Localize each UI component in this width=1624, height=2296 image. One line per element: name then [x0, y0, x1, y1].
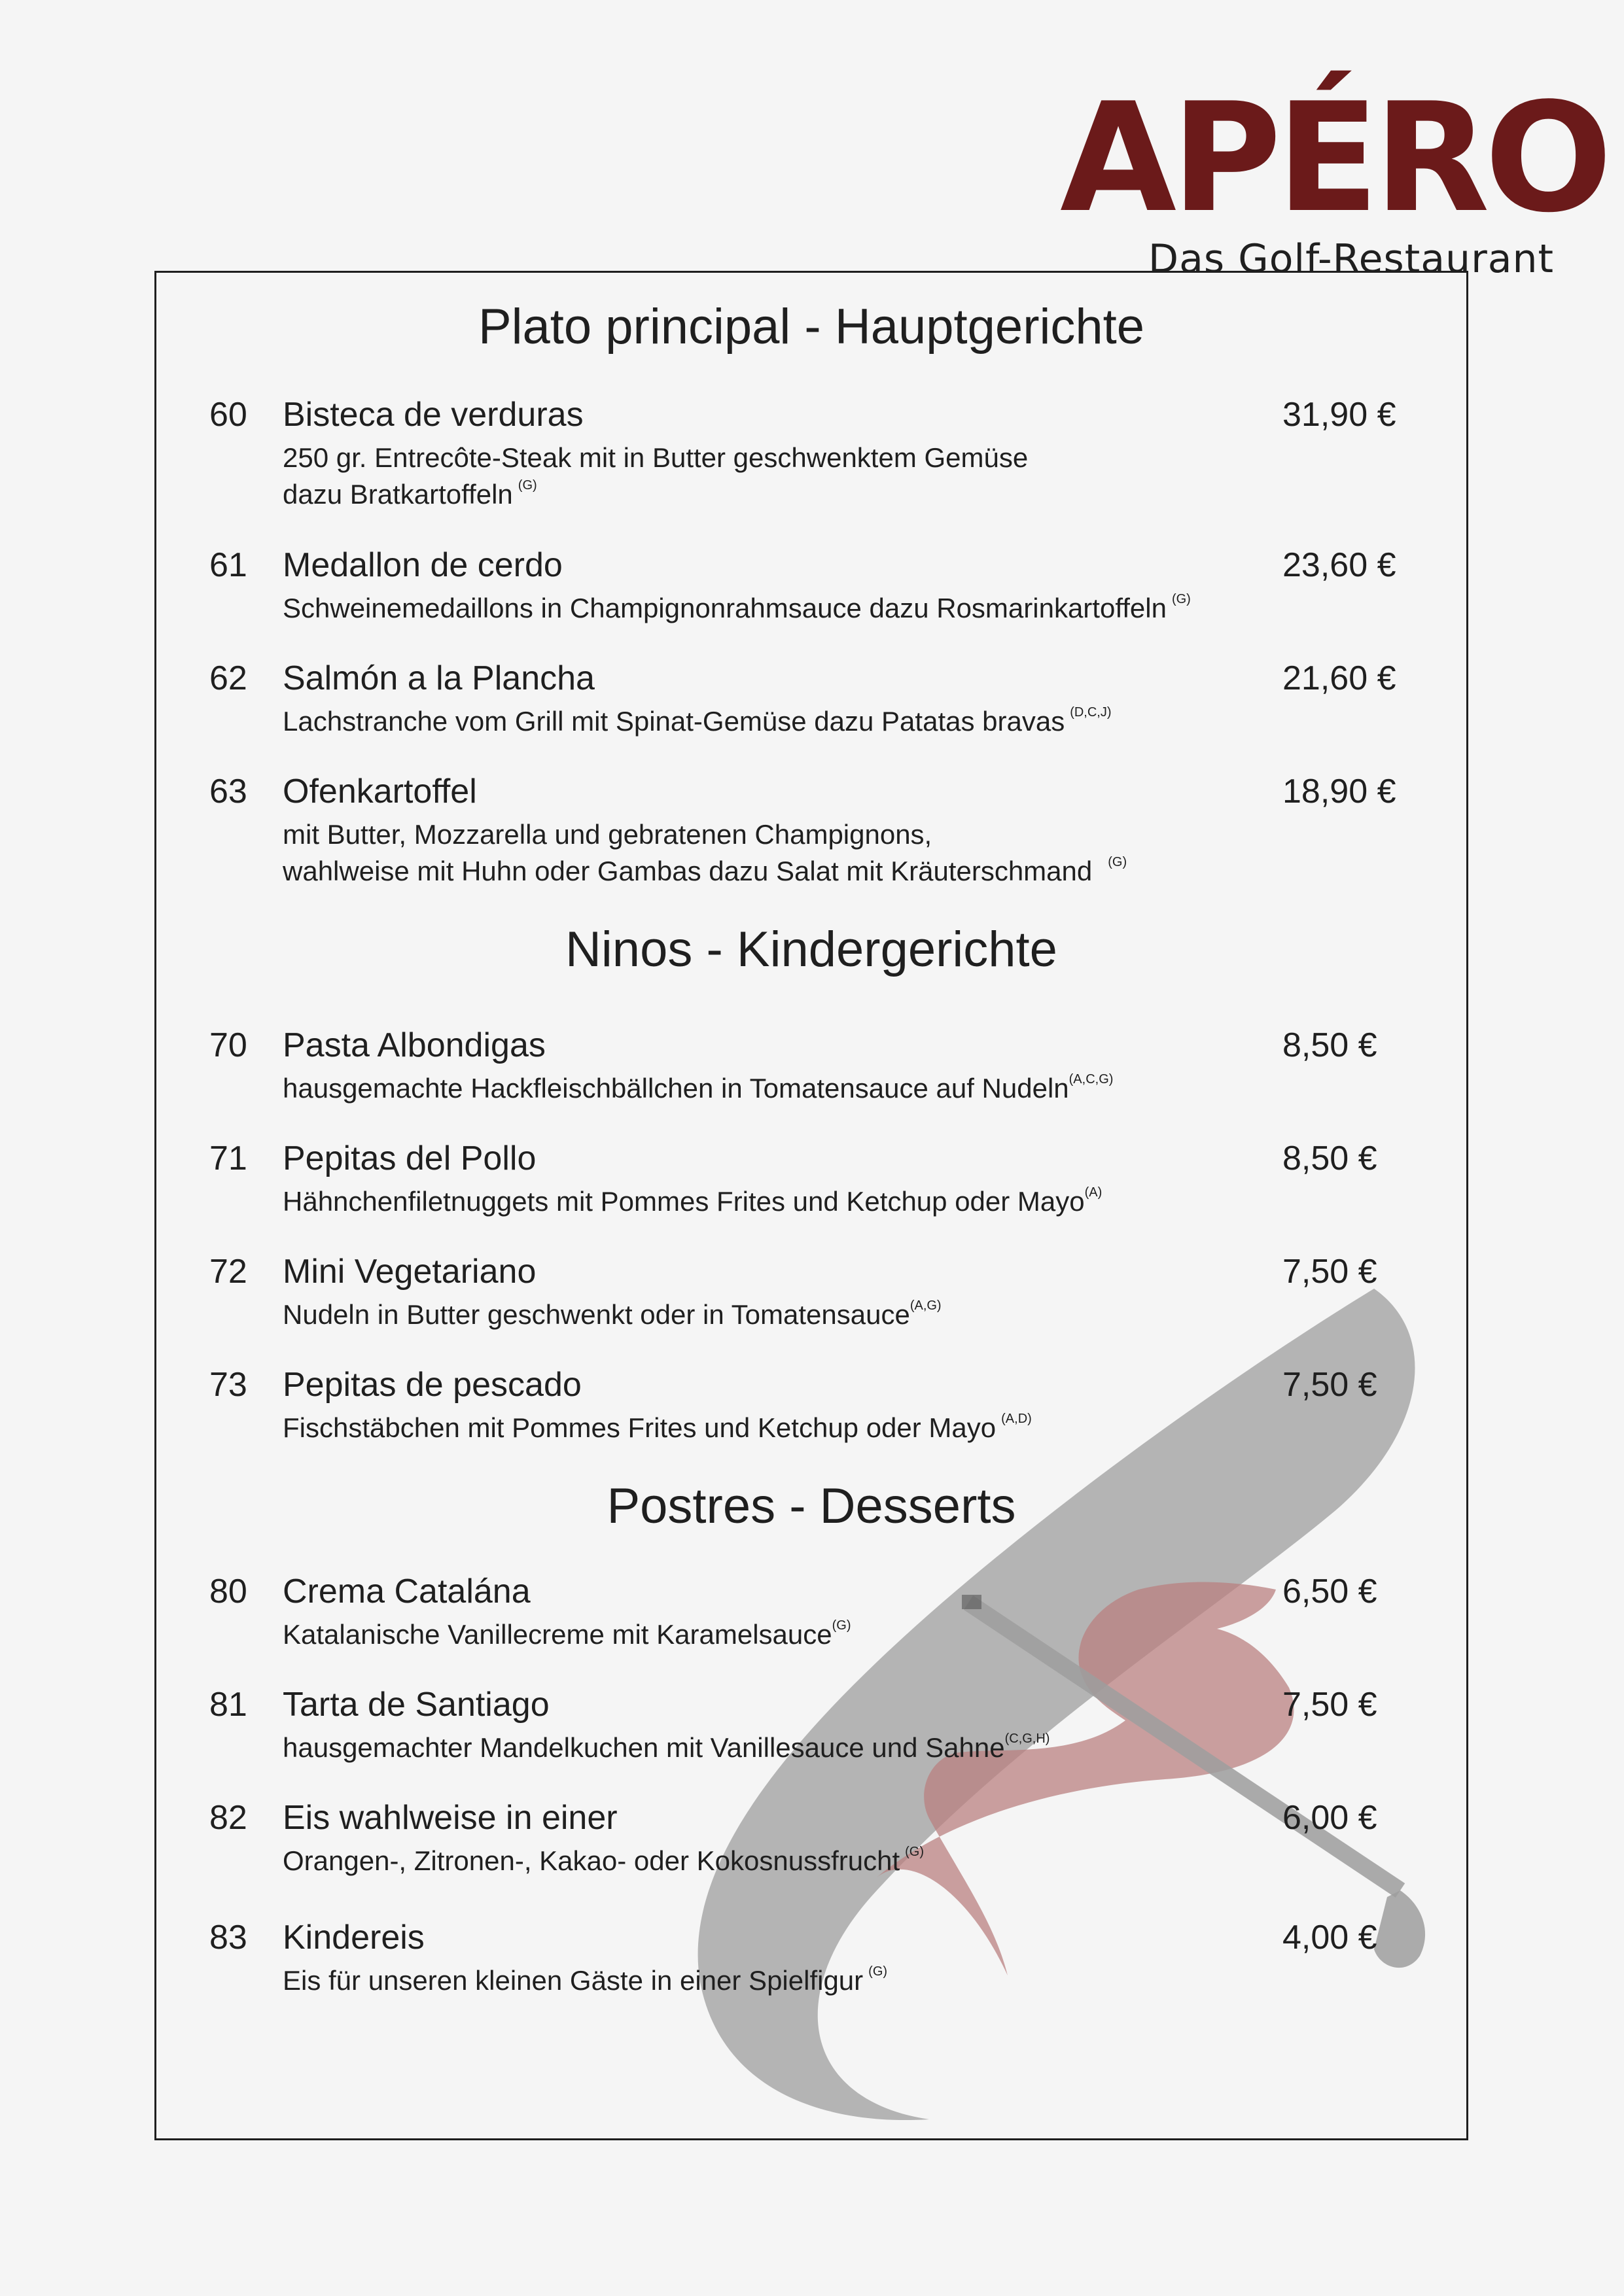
- allergen-codes: (G): [1108, 855, 1127, 869]
- section-title-desserts: Postres - Desserts: [607, 1478, 1016, 1534]
- allergen-codes: (G): [832, 1618, 851, 1633]
- item-name: Crema Catalána: [283, 1573, 531, 1610]
- item-name: Pepitas de pescado: [283, 1366, 582, 1404]
- item-description: Nudeln in Butter geschwenkt oder in Tomatensauce$^{(A,G)}$: [283, 1298, 942, 1330]
- item-number: 80: [209, 1573, 247, 1610]
- item-price: 8,50 €: [1282, 1026, 1377, 1064]
- item-name: Kindereis: [283, 1919, 425, 1957]
- item-description: Schweinemedaillons in Champignonrahmsauce dazu Rosmarinkartoffeln $^{(G)}$: [283, 592, 1191, 623]
- item-number: 81: [209, 1686, 247, 1724]
- item-number: 70: [209, 1026, 247, 1064]
- brand-subtitle: Das Golf-Restaurant: [1148, 236, 1555, 282]
- allergen-codes: (G): [1171, 592, 1191, 606]
- allergen-codes: (A,G): [909, 1298, 942, 1313]
- item-name: Ofenkartoffel: [283, 773, 477, 810]
- allergen-codes: (C,G,H): [1004, 1731, 1050, 1746]
- item-number: 83: [209, 1919, 247, 1957]
- section-title-kids-dishes: Ninos - Kindergerichte: [565, 922, 1057, 977]
- item-description: Eis für unseren kleinen Gäste in einer Spielfigur $^{(G)}$: [283, 1964, 888, 1996]
- item-number: 60: [209, 396, 247, 434]
- item-price: 23,60 €: [1282, 546, 1396, 584]
- item-price: 8,50 €: [1282, 1139, 1377, 1177]
- item-description: Lachstranche vom Grill mit Spinat-Gemüse dazu Patatas bravas $^{(D,C,J)}$: [283, 705, 1112, 737]
- item-name: Pepitas del Pollo: [283, 1139, 537, 1177]
- item-description: Fischstäbchen mit Pommes Frites und Ketchup oder Mayo $^{(A,D)}$: [283, 1412, 1032, 1443]
- item-price: 7,50 €: [1282, 1253, 1377, 1291]
- allergen-codes: (G): [868, 1964, 888, 1979]
- allergen-codes: (A): [1084, 1185, 1103, 1200]
- item-name: Pasta Albondigas: [283, 1026, 546, 1064]
- allergen-codes: (G): [518, 478, 537, 493]
- item-price: 31,90 €: [1282, 396, 1396, 434]
- item-description: hausgemachter Mandelkuchen mit Vanillesauce und Sahne$^{(C,G,H)}$: [283, 1731, 1050, 1763]
- item-name: Tarta de Santiago: [283, 1686, 550, 1724]
- allergen-codes: (A,D): [1001, 1412, 1032, 1426]
- item-description: Orangen-, Zitronen-, Kakao- oder Kokosnussfrucht $^{(G)}$: [283, 1845, 925, 1876]
- item-description: Hähnchenfiletnuggets mit Pommes Frites und Ketchup oder Mayo$^{(A)}$: [283, 1185, 1103, 1217]
- item-description: Katalanische Vanillecreme mit Karamelsauce$^{(G)}$: [283, 1618, 851, 1650]
- item-name: Eis wahlweise in einer: [283, 1799, 618, 1837]
- item-number: 61: [209, 546, 247, 584]
- item-name: Medallon de cerdo: [283, 546, 563, 584]
- item-price: 7,50 €: [1282, 1366, 1377, 1404]
- item-price: 18,90 €: [1282, 773, 1396, 810]
- item-description: hausgemachte Hackfleischbällchen in Tomatensauce auf Nudeln$^{(A,C,G)}$: [283, 1072, 1114, 1104]
- allergen-codes: (A,C,G): [1068, 1072, 1114, 1087]
- item-number: 73: [209, 1366, 247, 1404]
- section-title-main-dishes: Plato principal - Hauptgerichte: [478, 299, 1145, 355]
- item-name: Bisteca de verduras: [283, 396, 584, 434]
- item-price: 21,60 €: [1282, 659, 1396, 697]
- item-name: Mini Vegetariano: [283, 1253, 537, 1291]
- item-name: Salmón a la Plancha: [283, 659, 595, 697]
- item-number: 72: [209, 1253, 247, 1291]
- item-number: 82: [209, 1799, 247, 1837]
- item-price: 6,00 €: [1282, 1799, 1377, 1837]
- item-description: 250 gr. Entrecôte-Steak mit in Butter geschwenktem Gemüse dazu Bratkartoffeln $^{(G)}$: [283, 442, 1029, 510]
- item-price: 4,00 €: [1282, 1919, 1377, 1957]
- brand-logo: APÉRO: [1060, 71, 1608, 246]
- item-number: 62: [209, 659, 247, 697]
- item-number: 63: [209, 773, 247, 810]
- allergen-codes: (D,C,J): [1070, 705, 1112, 720]
- allergen-codes: (G): [905, 1845, 925, 1859]
- item-description: mit Butter, Mozzarella und gebratenen Champignons, wahlweise mit Huhn oder Gambas dazu Salat mit Kräuterschmand $^{(G)}$: [283, 819, 1127, 886]
- brand-header: [1060, 71, 1608, 282]
- item-price: 7,50 €: [1282, 1686, 1377, 1724]
- item-number: 71: [209, 1139, 247, 1177]
- item-price: 6,50 €: [1282, 1573, 1377, 1610]
